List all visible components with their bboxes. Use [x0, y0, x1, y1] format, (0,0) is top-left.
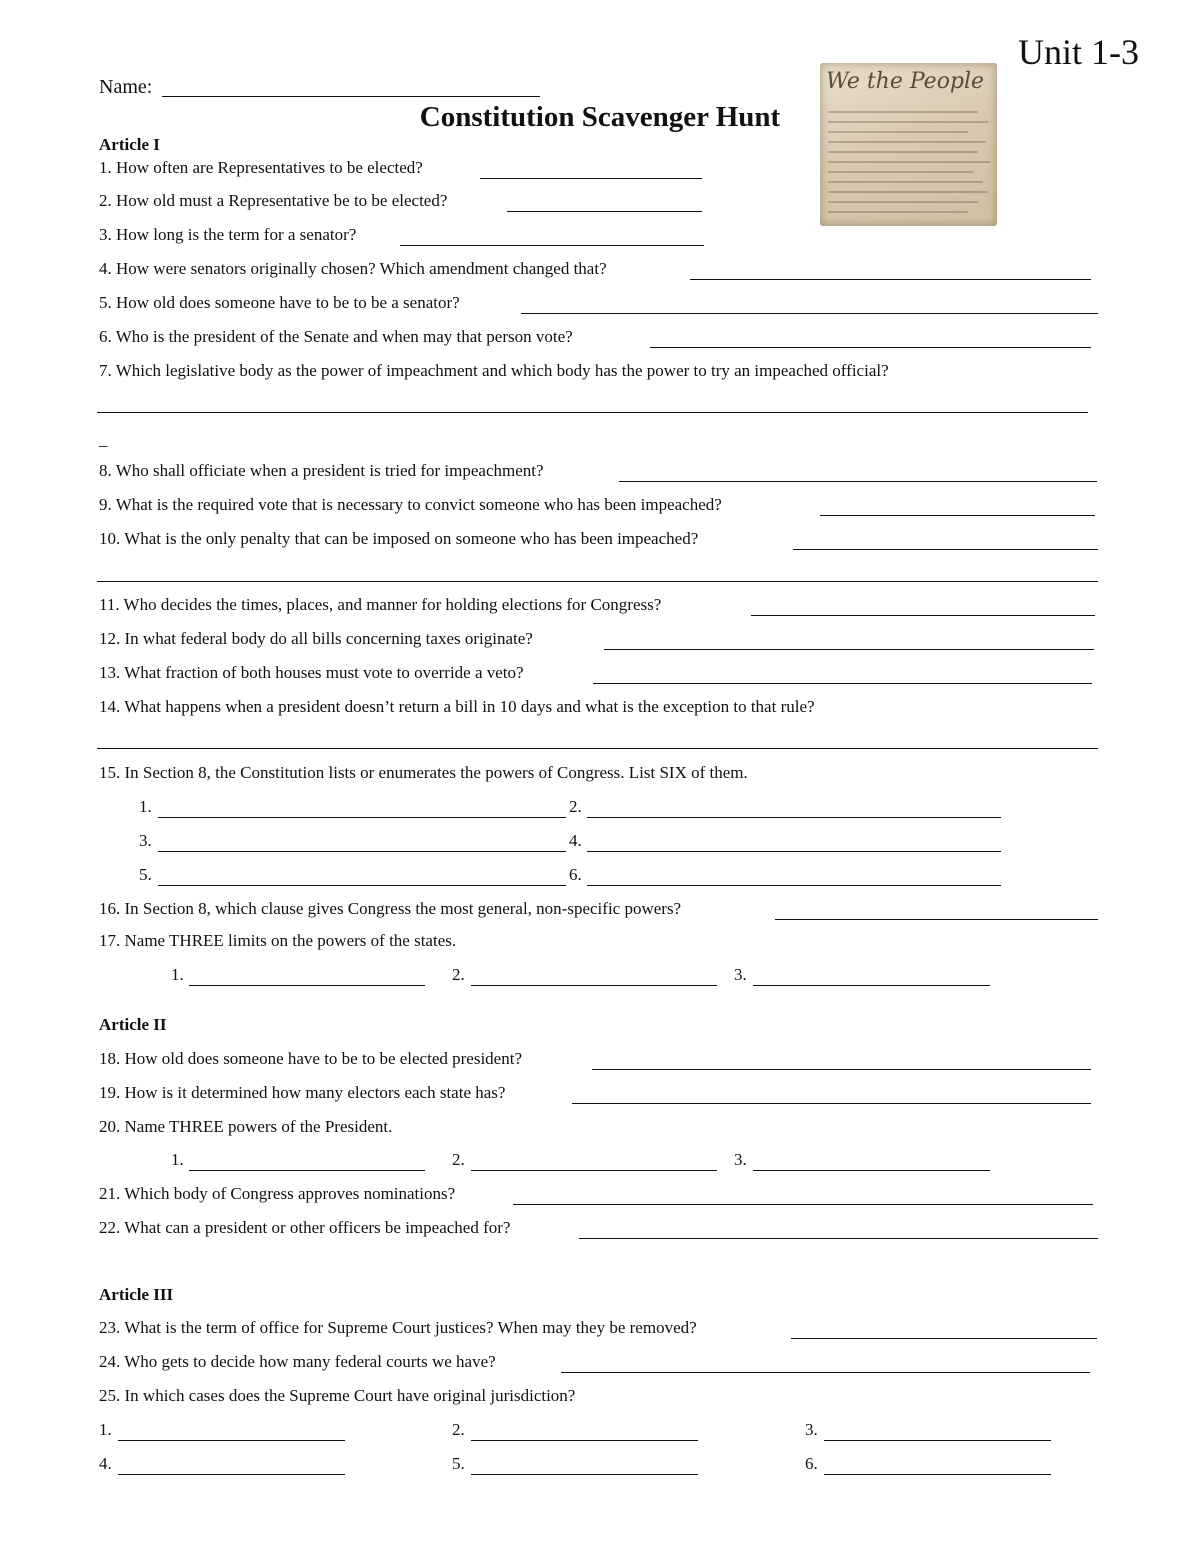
q15-answer-4[interactable]	[587, 851, 1001, 852]
answer-2[interactable]	[507, 211, 702, 212]
answer-12[interactable]	[604, 649, 1094, 650]
answer-23[interactable]	[791, 1338, 1097, 1339]
answer-9[interactable]	[820, 515, 1095, 516]
q25-answer-3[interactable]	[824, 1440, 1051, 1441]
answer-3[interactable]	[400, 245, 704, 246]
answer-11[interactable]	[751, 615, 1095, 616]
q17-number-1: 1.	[171, 965, 184, 984]
question-23: 23. What is the term of office for Supreme Court justices? When may they be removed?	[99, 1318, 697, 1337]
answer-14[interactable]	[97, 748, 1098, 749]
answer-4[interactable]	[690, 279, 1091, 280]
question-15: 15. In Section 8, the Constitution lists or enumerates the powers of Congress. List SIX of them.	[99, 763, 748, 782]
q17-answer-1[interactable]	[189, 985, 425, 986]
q25-number-2: 2.	[452, 1420, 465, 1439]
q20-answer-1[interactable]	[189, 1170, 425, 1171]
question-11: 11. Who decides the times, places, and manner for holding elections for Congress?	[99, 595, 662, 614]
image-caption: We the People	[826, 69, 985, 94]
q25-answer-5[interactable]	[471, 1474, 698, 1475]
section-heading-article-1: Article I	[99, 135, 160, 154]
question-21: 21. Which body of Congress approves nominations?	[99, 1184, 456, 1203]
question-12: 12. In what federal body do all bills concerning taxes originate?	[99, 629, 533, 648]
q25-number-1: 1.	[99, 1420, 112, 1439]
q25-answer-4[interactable]	[118, 1474, 345, 1475]
question-7-trail: _	[99, 430, 108, 449]
q20-number-3: 3.	[734, 1150, 747, 1169]
answer-8[interactable]	[619, 481, 1097, 482]
question-2: 2. How old must a Representative be to be elected?	[99, 191, 448, 210]
answer-19[interactable]	[572, 1103, 1091, 1104]
q20-number-2: 2.	[452, 1150, 465, 1169]
q25-number-6: 6.	[805, 1454, 818, 1473]
answer-10[interactable]	[793, 549, 1098, 550]
q25-answer-1[interactable]	[118, 1440, 345, 1441]
question-22: 22. What can a president or other officers be impeached for?	[99, 1218, 511, 1237]
question-24: 24. Who gets to decide how many federal courts we have?	[99, 1352, 496, 1371]
q25-answer-2[interactable]	[471, 1440, 698, 1441]
q20-answer-3[interactable]	[753, 1170, 990, 1171]
question-10: 10. What is the only penalty that can be imposed on someone who has been impeached?	[99, 529, 699, 548]
question-25: 25. In which cases does the Supreme Court have original jurisdiction?	[99, 1386, 576, 1405]
answer-7-line-1[interactable]	[97, 412, 1088, 413]
question-17: 17. Name THREE limits on the powers of the states.	[99, 931, 457, 950]
question-3: 3. How long is the term for a senator?	[99, 225, 357, 244]
answer-24[interactable]	[561, 1372, 1090, 1373]
question-13: 13. What fraction of both houses must vote to override a veto?	[99, 663, 524, 682]
answer-13[interactable]	[593, 683, 1092, 684]
question-18: 18. How old does someone have to be to be elected president?	[99, 1049, 522, 1068]
q25-number-4: 4.	[99, 1454, 112, 1473]
q15-answer-1[interactable]	[158, 817, 566, 818]
question-1: 1. How often are Representatives to be elected?	[99, 158, 423, 177]
q15-number-3: 3.	[139, 831, 152, 850]
question-6: 6. Who is the president of the Senate and when may that person vote?	[99, 327, 573, 346]
question-9: 9. What is the required vote that is necessary to convict someone who has been impeached?	[99, 495, 722, 514]
q15-answer-5[interactable]	[158, 885, 566, 886]
q17-number-3: 3.	[734, 965, 747, 984]
q15-number-2: 2.	[569, 797, 582, 816]
q25-number-5: 5.	[452, 1454, 465, 1473]
q20-answer-2[interactable]	[471, 1170, 717, 1171]
q15-number-4: 4.	[569, 831, 582, 850]
name-field[interactable]	[162, 96, 540, 97]
q17-number-2: 2.	[452, 965, 465, 984]
answer-18[interactable]	[592, 1069, 1091, 1070]
answer-5[interactable]	[521, 313, 1098, 314]
question-16: 16. In Section 8, which clause gives Congress the most general, non-specific powers?	[99, 899, 682, 918]
answer-21[interactable]	[513, 1204, 1093, 1205]
answer-10-line-2[interactable]	[97, 581, 1098, 582]
q15-number-6: 6.	[569, 865, 582, 884]
q15-answer-2[interactable]	[587, 817, 1001, 818]
question-8: 8. Who shall officiate when a president is tried for impeachment?	[99, 461, 544, 480]
q17-answer-2[interactable]	[471, 985, 717, 986]
page-title: Constitution Scavenger Hunt	[419, 101, 781, 133]
section-heading-article-2: Article II	[99, 1015, 167, 1034]
answer-6[interactable]	[650, 347, 1091, 348]
q15-answer-3[interactable]	[158, 851, 566, 852]
question-4: 4. How were senators originally chosen? Which amendment changed that?	[99, 259, 607, 278]
unit-label: Unit 1-3	[1018, 32, 1139, 72]
answer-16[interactable]	[775, 919, 1098, 920]
section-heading-article-3: Article III	[99, 1285, 174, 1304]
question-19: 19. How is it determined how many electors each state has?	[99, 1083, 506, 1102]
q17-answer-3[interactable]	[753, 985, 990, 986]
question-5: 5. How old does someone have to be to be a senator?	[99, 293, 460, 312]
answer-1[interactable]	[480, 178, 702, 179]
name-label: Name:	[99, 76, 153, 98]
question-14: 14. What happens when a president doesn’t return a bill in 10 days and what is the exception to that rule?	[99, 697, 815, 716]
question-7: 7. Which legislative body as the power of impeachment and which body has the power to try an impeached official?	[99, 361, 889, 380]
question-20: 20. Name THREE powers of the President.	[99, 1117, 393, 1136]
q25-answer-6[interactable]	[824, 1474, 1051, 1475]
q15-number-5: 5.	[139, 865, 152, 884]
q25-number-3: 3.	[805, 1420, 818, 1439]
q15-answer-6[interactable]	[587, 885, 1001, 886]
answer-22[interactable]	[579, 1238, 1098, 1239]
q20-number-1: 1.	[171, 1150, 184, 1169]
q15-number-1: 1.	[139, 797, 152, 816]
constitution-image	[820, 63, 997, 226]
